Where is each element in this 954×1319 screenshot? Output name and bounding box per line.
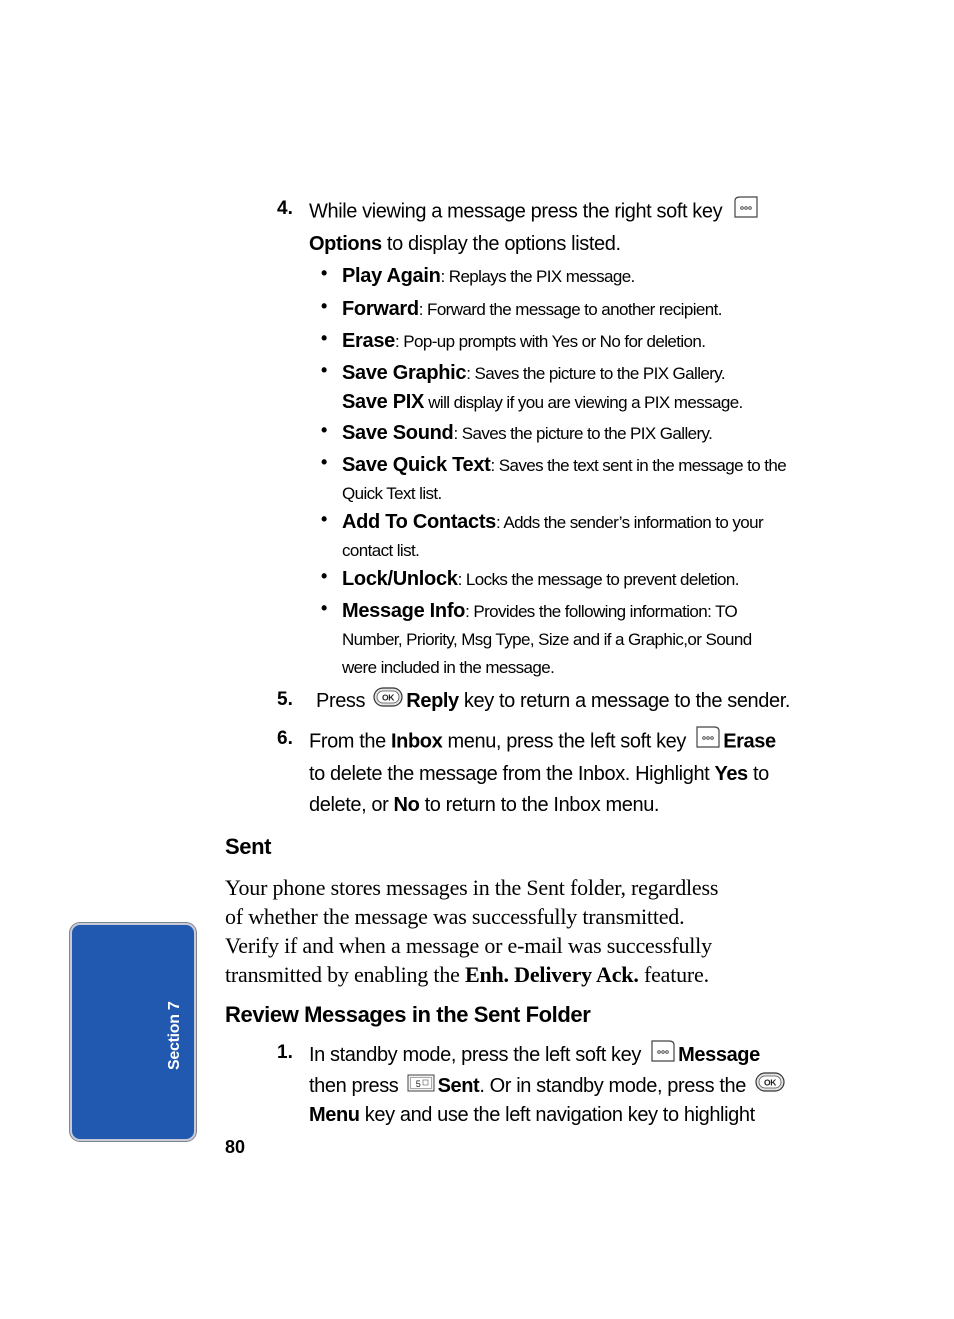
yes-label: Yes (714, 763, 748, 785)
bullet-desc-cont: were included in the message. (342, 658, 555, 677)
step-6-number: 6. (277, 728, 293, 749)
review-heading: Review Messages in the Sent Folder (225, 1002, 591, 1027)
bullet-save-sound (342, 419, 712, 448)
step-6-menu-text: menu, press the left soft key (442, 730, 687, 753)
step-4-number: 4. (277, 198, 293, 219)
bullet-add-to-contacts (342, 508, 763, 565)
five-key-icon (407, 1072, 435, 1101)
left-soft-key-icon (650, 1039, 676, 1072)
bullet-desc-cont: contact list. (342, 541, 420, 560)
step-4-line2: to display the options listed. (381, 233, 621, 255)
bullet-desc: : Saves the text sent in the message to the (490, 456, 787, 475)
bullet-dot: • (321, 420, 328, 440)
message-label: Message (678, 1043, 760, 1066)
bullet-term-save-pix: Save PIX (342, 391, 425, 413)
svg-text:OK: OK (382, 692, 395, 703)
bullet-term: Save Sound (342, 422, 454, 444)
bullet-dot: • (321, 296, 328, 316)
bullet-desc: : Saves the picture to the PIX Gallery. (453, 424, 713, 443)
no-label: No (393, 794, 420, 816)
bullet-dot: • (321, 328, 328, 348)
bullet-desc: : Pop-up prompts with Yes or No for deletion. (395, 332, 706, 351)
left-soft-key-icon (695, 725, 721, 759)
review-step-1-then-press: then press (309, 1075, 399, 1097)
section-tab-label: Section 7 (166, 1001, 183, 1070)
bullet-desc: will display if you are viewing a PIX message. (424, 393, 743, 412)
bullet-term: Save Quick Text (342, 454, 491, 476)
enh-delivery-ack-label: Enh. Delivery Ack. (465, 962, 639, 987)
bullet-message-info (342, 597, 752, 682)
bullet-save-graphic (342, 359, 743, 417)
svg-text:OK: OK (764, 1077, 777, 1088)
bullet-desc: : Replays the PIX message. (440, 267, 635, 286)
step-6-line2: to delete the message from the Inbox. Highlight (309, 763, 715, 785)
bullet-term: Erase (342, 330, 395, 352)
bullet-desc: : Adds the sender’s information to your (496, 513, 764, 532)
review-step-1-number: 1. (277, 1042, 293, 1063)
bullet-play-again (342, 262, 635, 291)
step-5-number: 5. (277, 689, 293, 710)
step-4-line1: While viewing a message press the right soft key (309, 200, 723, 223)
page-number: 80 (225, 1137, 246, 1157)
ok-key-icon (373, 686, 403, 717)
bullet-term: Add To Contacts (342, 511, 497, 533)
bullet-save-quick-text (342, 451, 786, 508)
sent-paragraph (225, 873, 825, 989)
bullet-term: Save Graphic (342, 362, 467, 384)
erase-label: Erase (723, 730, 776, 753)
bullet-desc-cont: Number, Priority, Msg Type, Size and if a Graphic,or Sound (342, 630, 752, 649)
sent-para-line: transmitted by enabling the (225, 962, 466, 987)
bullet-desc: : Locks the message to prevent deletion. (457, 570, 739, 589)
bullet-desc: : Forward the message to another recipient. (418, 300, 722, 319)
step-6-from: From the (309, 730, 391, 753)
bullet-desc-cont: Quick Text list. (342, 484, 442, 503)
bullet-dot: • (321, 566, 328, 586)
step-6-line3-end: to return to the Inbox menu. (419, 794, 660, 816)
bullet-desc: : Saves the picture to the PIX Gallery. (466, 364, 726, 383)
bullet-dot: • (321, 263, 328, 283)
bullet-term: Lock/Unlock (342, 568, 458, 590)
bullet-desc: : Provides the following information: TO (465, 602, 738, 621)
options-label: Options (309, 233, 382, 255)
bullet-dot: • (321, 598, 328, 618)
sent-label: Sent (437, 1075, 480, 1097)
reply-label: Reply (406, 690, 459, 712)
svg-text:5: 5 (415, 1079, 420, 1090)
bullet-dot: • (321, 360, 328, 380)
sent-heading: Sent (225, 834, 272, 859)
review-step-1-or: . Or in standby mode, press the (479, 1075, 746, 1097)
sent-para-line: Your phone stores messages in the Sent folder, regardless (225, 875, 719, 900)
step-5-text (316, 686, 790, 717)
inbox-label: Inbox (390, 730, 443, 753)
review-step-1-rest: key and use the left navigation key to highlight (359, 1104, 755, 1127)
step-6-line3: delete, or (309, 794, 394, 816)
step-6-text (309, 725, 809, 821)
step-6-line2-end: to (747, 763, 769, 785)
bullet-dot: • (321, 452, 328, 472)
step-4-text (309, 195, 809, 260)
bullet-term: Forward (342, 298, 419, 320)
menu-label: Menu (309, 1104, 360, 1127)
review-step-1-line1: In standby mode, press the left soft key (309, 1043, 641, 1066)
bullet-term: Message Info (342, 600, 466, 622)
right-soft-key-icon (733, 195, 759, 229)
bullet-erase (342, 327, 705, 356)
step-5-rest: key to return a message to the sender. (458, 690, 791, 712)
review-step-1-text (309, 1039, 809, 1130)
sent-para-line: of whether the message was successfully transmitted. (225, 904, 685, 929)
bullet-forward (342, 295, 722, 324)
step-5-press: Press (316, 690, 366, 712)
bullet-dot: • (321, 509, 328, 529)
bullet-lock-unlock (342, 565, 739, 594)
bullet-term: Play Again (342, 265, 441, 287)
sent-para-line: Verify if and when a message or e-mail was successfully (225, 933, 712, 958)
sent-para-line-end: feature. (638, 962, 709, 987)
ok-key-icon (755, 1072, 785, 1101)
